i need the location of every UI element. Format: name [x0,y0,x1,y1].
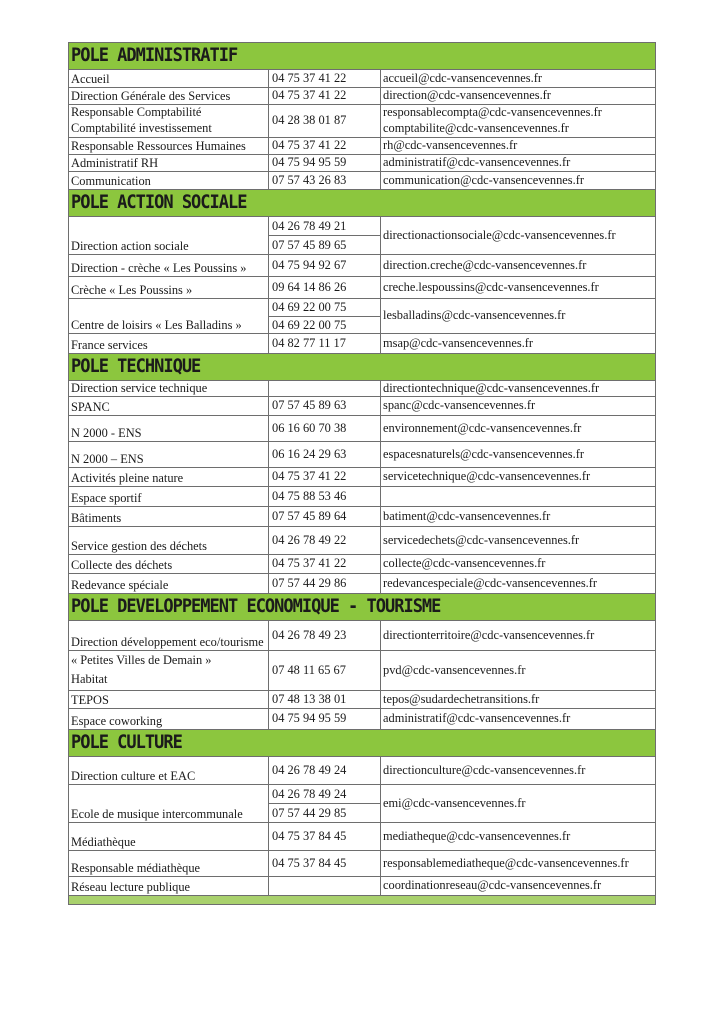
phone-text: 09 64 14 86 26 [272,279,347,294]
email-link[interactable]: directiontechnique@cdc-vansencevennes.fr [383,380,600,395]
service-name-cell [69,507,269,527]
phone-cell [269,651,381,691]
contact-row [69,621,656,651]
service-name: N 2000 - ENS [71,426,142,441]
phone-text: 07 57 44 29 86 [272,575,347,590]
contact-row [69,507,656,527]
section-title-cell [69,730,656,757]
email-link[interactable]: batiment@cdc-vansencevennes.fr [383,508,551,523]
phone-line: 04 69 22 00 75 [272,300,347,314]
phone-line: 07 57 45 89 65 [269,235,380,254]
section-header [69,730,656,757]
service-name-cell [69,416,269,442]
phone-cell [269,507,381,527]
service-name-cell [69,299,269,334]
phone-cell [269,442,381,468]
directory-body [69,43,656,905]
email-link[interactable]: communication@cdc-vansencevennes.fr [383,172,584,187]
email-cell [381,277,656,299]
email-cell [381,823,656,851]
section-title-cell [69,43,656,70]
contact-row [69,574,656,594]
contact-row [69,138,656,155]
section-title: POLE ACTION SOCIALE [71,191,247,214]
phone-text: 06 16 24 29 63 [272,446,347,461]
email-link[interactable]: direction.creche@cdc-vansencevennes.fr [383,257,587,272]
email-link[interactable]: collecte@cdc-vansencevennes.fr [383,556,546,571]
contact-row [69,217,656,255]
contact-row [69,105,656,138]
phone-cell [269,334,381,354]
phone-cell [269,138,381,155]
email-link[interactable]: accueil@cdc-vansencevennes.fr [383,70,542,85]
service-name-cell [69,138,269,155]
email-link[interactable]: servicetechnique@cdc-vansencevennes.fr [383,469,591,484]
phone-cell [269,785,381,823]
phone-cell [269,105,381,138]
email-link[interactable]: creche.lespoussins@cdc-vansencevennes.fr [383,279,599,294]
section-title-cell [69,594,656,621]
email-cell [381,785,656,823]
section-title: POLE CULTURE [71,731,182,754]
phone-text: 04 75 37 41 22 [272,88,347,103]
email-link[interactable]: environnement@cdc-vansencevennes.fr [383,420,582,435]
service-name: Direction service technique [71,381,208,396]
phone-cell [269,468,381,487]
phone-cell [269,70,381,88]
phone-cell [269,527,381,555]
contact-row [69,416,656,442]
email-cell [381,691,656,709]
section-header [69,354,656,381]
service-name-cell [69,155,269,172]
service-name-cell [69,381,269,397]
contact-row [69,877,656,896]
service-name: Redevance spéciale [71,578,169,593]
email-link[interactable]: directionactionsociale@cdc-vansencevennes.fr [383,227,616,242]
email-cell [381,334,656,354]
service-name-cell [69,397,269,416]
contact-row [69,255,656,277]
email-cell [381,442,656,468]
email-link[interactable]: direction@cdc-vansencevennes.fr [383,88,551,103]
email-link[interactable]: directionculture@cdc-vansencevennes.fr [383,762,586,777]
service-name: Centre de loisirs « Les Balladins » [71,318,242,333]
footer-bar-cell [69,896,656,905]
phone-line: 04 26 78 49 21 [272,219,347,233]
phone-text: 04 75 94 95 59 [272,711,347,726]
email-link[interactable]: espacesnaturels@cdc-vansencevennes.fr [383,446,584,461]
email-cell [381,255,656,277]
phone-text: 04 75 94 92 67 [272,257,347,272]
phone-text: 04 26 78 49 24 [272,762,347,777]
email-cell [381,651,656,691]
contact-row [69,397,656,416]
phone-text: 04 75 37 84 45 [272,855,347,870]
service-name: Administratif RH [71,156,159,171]
section-header [69,594,656,621]
email-cell [381,574,656,594]
phone-cell [269,172,381,190]
phone-text: 07 57 43 26 83 [272,172,347,187]
service-name: Communication [71,174,151,189]
phone-cell [269,621,381,651]
email-cell [381,155,656,172]
table-footer-bar [69,896,656,905]
service-name: Direction développement eco/tourisme [71,635,264,650]
email-link[interactable]: emi@cdc-vansencevennes.fr [383,795,526,810]
email-cell [381,70,656,88]
email-link[interactable]: servicedechets@cdc-vansencevennes.fr [383,532,580,547]
phone-line: 04 26 78 49 24 [272,787,347,801]
email-cell [381,877,656,896]
email-link[interactable]: redevancespeciale@cdc-vansencevennes.fr [383,575,598,590]
email-cell [381,555,656,574]
contact-row [69,381,656,397]
contact-row [69,823,656,851]
service-name-line: Habitat [71,672,108,686]
phone-cell [269,709,381,730]
email-cell [381,105,656,138]
phone-cell [269,691,381,709]
service-name-cell [69,555,269,574]
email-cell [381,217,656,255]
service-name-cell [69,785,269,823]
email-cell [381,299,656,334]
phone-cell [269,217,381,255]
phone-cell [269,155,381,172]
service-name-line: Responsable Comptabilité [71,105,202,119]
section-header [69,43,656,70]
contact-row [69,334,656,354]
service-name: SPANC [71,400,110,415]
service-name: TEPOS [71,693,109,708]
service-name-cell [69,851,269,877]
email-link[interactable]: rh@cdc-vansencevennes.fr [383,138,518,153]
email-link[interactable]: directionterritoire@cdc-vansencevennes.fr [383,627,595,642]
contact-row [69,155,656,172]
service-name: Responsable médiathèque [71,861,201,876]
contact-row [69,88,656,105]
phone-text: 07 48 11 65 67 [272,662,346,677]
email-cell [381,709,656,730]
service-name-line: « Petites Villes de Demain » [71,653,212,667]
service-name-cell [69,172,269,190]
service-name-cell [69,757,269,785]
email-link[interactable]: coordinationreseau@cdc-vansencevennes.fr [383,878,602,893]
phone-cell [269,555,381,574]
email-link[interactable]: mediatheque@cdc-vansencevennes.fr [383,828,571,843]
service-name: Médiathèque [71,835,136,850]
service-name: Crèche « Les Poussins » [71,283,193,298]
service-name-cell [69,255,269,277]
service-name: Bâtiments [71,511,122,526]
email-link[interactable]: responsablecompta@cdc-vansencevennes.fr comptabilite@cdc-vansencevennes.fr [383,105,602,135]
contact-row [69,709,656,730]
phone-cell [269,381,381,397]
contact-row [69,851,656,877]
phone-cell [269,823,381,851]
phone-text: 06 16 60 70 38 [272,420,347,435]
service-name-cell [69,621,269,651]
email-cell [381,851,656,877]
email-link[interactable]: msap@cdc-vansencevennes.fr [383,335,534,350]
contact-row [69,277,656,299]
email-cell [381,527,656,555]
section-title-cell [69,190,656,217]
phone-cell [269,851,381,877]
contact-directory [68,42,655,905]
phone-line: 04 69 22 00 75 [269,316,380,334]
phone-text: 04 26 78 49 23 [272,627,347,642]
email-cell [381,468,656,487]
service-name-cell [69,651,269,691]
service-name: Service gestion des déchets [71,539,207,554]
contact-row [69,757,656,785]
phone-cell [269,88,381,105]
service-name: Espace sportif [71,491,142,506]
phone-text: 04 75 94 95 59 [272,155,347,170]
service-name-cell [69,217,269,255]
service-name-cell [69,823,269,851]
service-name-cell [69,691,269,709]
contact-row [69,442,656,468]
phone-cell [269,277,381,299]
email-cell [381,757,656,785]
service-name-cell [69,527,269,555]
phone-text: 07 48 13 38 01 [272,691,347,706]
phone-cell [269,416,381,442]
service-name-cell [69,277,269,299]
service-name: Direction Générale des Services [71,89,231,104]
email-cell [381,172,656,190]
contact-row [69,691,656,709]
service-name-cell [69,574,269,594]
service-name-cell [69,468,269,487]
section-header [69,190,656,217]
phone-text: 04 75 37 41 22 [272,556,347,571]
directory-table [68,42,656,905]
phone-text: 07 57 45 89 63 [272,398,347,413]
email-cell [381,507,656,527]
phone-text: 04 26 78 49 22 [272,532,347,547]
service-name-cell [69,334,269,354]
contact-row [69,172,656,190]
section-title: POLE DEVELOPPEMENT ECONOMIQUE - TOURISME [71,595,441,618]
phone-line: 07 57 44 29 85 [269,803,380,822]
contact-row [69,785,656,823]
service-name: France services [71,338,148,353]
service-name: Direction culture et EAC [71,769,196,784]
email-cell [381,381,656,397]
phone-text: 07 57 45 89 64 [272,508,347,523]
email-cell [381,138,656,155]
section-title-cell [69,354,656,381]
phone-text: 04 75 37 41 22 [272,138,347,153]
contact-row [69,299,656,334]
email-cell [381,487,656,507]
contact-row [69,555,656,574]
phone-text: 04 82 77 11 17 [272,335,346,350]
phone-cell [269,299,381,334]
service-name-cell [69,487,269,507]
phone-cell [269,757,381,785]
contact-row [69,527,656,555]
contact-row [69,487,656,507]
service-name: Espace coworking [71,714,163,729]
service-name-cell [69,877,269,896]
service-name: Ecole de musique intercommunale [71,807,243,822]
service-name-cell [69,105,269,138]
email-link[interactable]: responsablemediatheque@cdc-vansencevennes.fr [383,855,629,870]
phone-cell [269,574,381,594]
email-link[interactable]: lesballadins@cdc-vansencevennes.fr [383,308,566,323]
email-link[interactable]: administratif@cdc-vansencevennes.fr [383,155,571,170]
section-title: POLE ADMINISTRATIF [71,44,238,67]
email-link[interactable]: tepos@sudardechetransitions.fr [383,691,540,706]
email-link[interactable]: pvd@cdc-vansencevennes.fr [383,662,526,677]
service-name-line: Comptabilité investissement [71,120,212,135]
email-cell [381,621,656,651]
section-title: POLE TECHNIQUE [71,355,201,378]
phone-text: 04 28 38 01 87 [272,113,347,128]
email-link[interactable]: administratif@cdc-vansencevennes.fr [383,711,571,726]
service-name: N 2000 – ENS [71,452,144,467]
service-name: Activités pleine nature [71,471,184,486]
phone-text: 04 75 37 41 22 [272,469,347,484]
phone-text: 04 75 88 53 46 [272,488,347,503]
phone-text: 04 75 37 84 45 [272,828,347,843]
email-cell [381,416,656,442]
contact-row [69,70,656,88]
service-name: Direction - crèche « Les Poussins » [71,261,247,276]
email-link[interactable]: spanc@cdc-vansencevennes.fr [383,398,536,413]
service-name: Direction action sociale [71,239,189,254]
service-name-cell [69,88,269,105]
email-cell [381,397,656,416]
email-cell [381,88,656,105]
phone-cell [269,877,381,896]
phone-cell [269,487,381,507]
contact-row [69,468,656,487]
service-name-cell [69,709,269,730]
phone-cell [269,255,381,277]
service-name: Réseau lecture publique [71,880,191,895]
service-name-cell [69,70,269,88]
service-name: Accueil [71,72,110,87]
service-name: Collecte des déchets [71,558,173,573]
contact-row [69,651,656,691]
service-name-cell [69,442,269,468]
phone-cell [269,397,381,416]
service-name: Responsable Ressources Humaines [71,139,246,154]
phone-text: 04 75 37 41 22 [272,70,347,85]
